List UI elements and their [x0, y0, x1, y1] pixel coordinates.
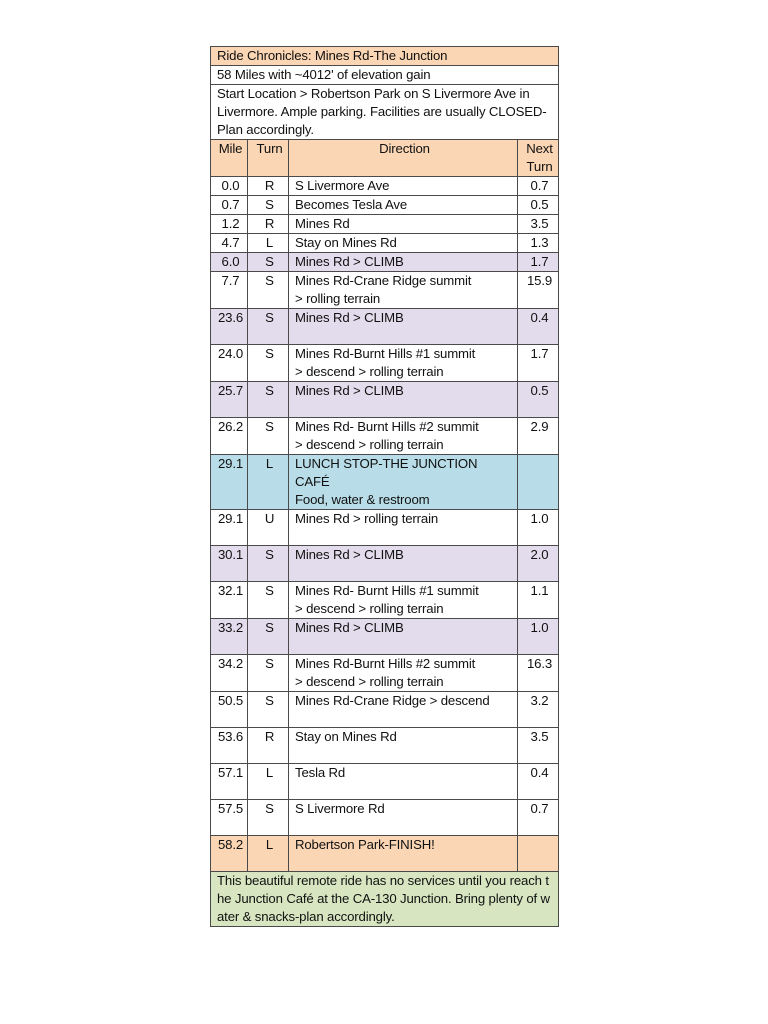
- cue-mile: 26.2: [211, 418, 248, 455]
- cue-direction: Mines Rd- Burnt Hills #1 summit > descend > rolling terrain: [289, 582, 518, 619]
- footer-row: [211, 872, 559, 927]
- cue-turn: L: [248, 455, 289, 510]
- cue-direction: S Livermore Rd: [289, 800, 518, 836]
- cue-turn: S: [248, 619, 289, 655]
- cue-direction: Mines Rd > CLIMB: [289, 619, 518, 655]
- cue-turn: L: [248, 234, 289, 253]
- cue-mile: 58.2: [211, 836, 248, 872]
- cue-direction: Tesla Rd: [289, 764, 518, 800]
- cue-next-turn: 1.0: [518, 619, 559, 655]
- cue-mile: 23.6: [211, 309, 248, 345]
- cue-next-turn: 1.0: [518, 510, 559, 546]
- header-mile: Mile: [211, 140, 248, 177]
- cue-row: [211, 345, 559, 382]
- cue-mile: 33.2: [211, 619, 248, 655]
- cue-direction: Mines Rd-Crane Ridge > descend: [289, 692, 518, 728]
- cue-direction: Stay on Mines Rd: [289, 234, 518, 253]
- cue-direction: LUNCH STOP-THE JUNCTION CAFÉ Food, water & restroom: [289, 455, 518, 510]
- cue-sheet-table: [210, 46, 559, 927]
- cue-turn: S: [248, 196, 289, 215]
- cue-direction: Stay on Mines Rd: [289, 728, 518, 764]
- start-location: Start Location > Robertson Park on S Livermore Ave in Livermore. Ample parking. Facilities are usually CLOSED-Plan accordingly.: [211, 85, 559, 140]
- cue-row: [211, 728, 559, 764]
- cue-mile: 25.7: [211, 382, 248, 418]
- cue-next-turn: 1.7: [518, 253, 559, 272]
- cue-next-turn: 2.9: [518, 418, 559, 455]
- cue-sheet: [210, 46, 558, 927]
- cue-direction: Mines Rd > CLIMB: [289, 309, 518, 345]
- cue-row: [211, 836, 559, 872]
- cue-mile: 1.2: [211, 215, 248, 234]
- cue-turn: L: [248, 764, 289, 800]
- cue-row: [211, 455, 559, 510]
- cue-turn: R: [248, 177, 289, 196]
- cue-mile: 29.1: [211, 455, 248, 510]
- cue-direction: Mines Rd > CLIMB: [289, 382, 518, 418]
- cue-row: [211, 234, 559, 253]
- cue-rows: [211, 177, 559, 872]
- cue-turn: S: [248, 546, 289, 582]
- cue-next-turn: 0.4: [518, 764, 559, 800]
- cue-next-turn: [518, 455, 559, 510]
- cue-next-turn: [518, 836, 559, 872]
- cue-direction: Mines Rd > CLIMB: [289, 546, 518, 582]
- cue-row: [211, 272, 559, 309]
- header-next-turn: Next Turn: [518, 140, 559, 177]
- cue-turn: R: [248, 728, 289, 764]
- cue-turn: S: [248, 253, 289, 272]
- cue-next-turn: 15.9: [518, 272, 559, 309]
- cue-next-turn: 1.1: [518, 582, 559, 619]
- cue-row: [211, 196, 559, 215]
- cue-turn: S: [248, 655, 289, 692]
- cue-mile: 0.7: [211, 196, 248, 215]
- cue-mile: 34.2: [211, 655, 248, 692]
- cue-direction: Mines Rd: [289, 215, 518, 234]
- cue-mile: 57.5: [211, 800, 248, 836]
- cue-mile: 30.1: [211, 546, 248, 582]
- cue-turn: L: [248, 836, 289, 872]
- cue-turn: S: [248, 582, 289, 619]
- header-row: [211, 140, 559, 177]
- cue-row: [211, 253, 559, 272]
- cue-row: [211, 619, 559, 655]
- title-row: [211, 47, 559, 66]
- cue-direction: Mines Rd > rolling terrain: [289, 510, 518, 546]
- cue-next-turn: 1.7: [518, 345, 559, 382]
- cue-next-turn: 3.5: [518, 215, 559, 234]
- cue-direction: Mines Rd-Burnt Hills #1 summit > descend > rolling terrain: [289, 345, 518, 382]
- cue-row: [211, 692, 559, 728]
- cue-row: [211, 215, 559, 234]
- cue-row: [211, 510, 559, 546]
- cue-turn: S: [248, 345, 289, 382]
- cue-direction: S Livermore Ave: [289, 177, 518, 196]
- cue-row: [211, 764, 559, 800]
- summary-row: [211, 66, 559, 85]
- cue-mile: 6.0: [211, 253, 248, 272]
- cue-mile: 53.6: [211, 728, 248, 764]
- cue-direction: Robertson Park-FINISH!: [289, 836, 518, 872]
- cue-next-turn: 16.3: [518, 655, 559, 692]
- cue-mile: 29.1: [211, 510, 248, 546]
- cue-row: [211, 582, 559, 619]
- cue-next-turn: 1.3: [518, 234, 559, 253]
- header-turn: Turn: [248, 140, 289, 177]
- cue-next-turn: 3.5: [518, 728, 559, 764]
- cue-row: [211, 546, 559, 582]
- cue-next-turn: 0.4: [518, 309, 559, 345]
- cue-direction: Mines Rd-Crane Ridge summit > rolling terrain: [289, 272, 518, 309]
- cue-mile: 4.7: [211, 234, 248, 253]
- cue-turn: U: [248, 510, 289, 546]
- cue-row: [211, 309, 559, 345]
- cue-direction: Mines Rd > CLIMB: [289, 253, 518, 272]
- cue-mile: 7.7: [211, 272, 248, 309]
- cue-row: [211, 800, 559, 836]
- cue-mile: 50.5: [211, 692, 248, 728]
- cue-turn: S: [248, 272, 289, 309]
- ride-summary: 58 Miles with ~4012' of elevation gain: [211, 66, 559, 85]
- cue-row: [211, 655, 559, 692]
- header-direction: Direction: [289, 140, 518, 177]
- start-location-row: [211, 85, 559, 140]
- cue-next-turn: 3.2: [518, 692, 559, 728]
- cue-row: [211, 177, 559, 196]
- cue-row: [211, 382, 559, 418]
- cue-mile: 32.1: [211, 582, 248, 619]
- cue-turn: S: [248, 800, 289, 836]
- cue-turn: S: [248, 418, 289, 455]
- cue-turn: S: [248, 309, 289, 345]
- ride-title: Ride Chronicles: Mines Rd-The Junction: [211, 47, 559, 66]
- cue-next-turn: 0.7: [518, 800, 559, 836]
- cue-mile: 0.0: [211, 177, 248, 196]
- cue-direction: Mines Rd-Burnt Hills #2 summit > descend > rolling terrain: [289, 655, 518, 692]
- cue-turn: S: [248, 382, 289, 418]
- cue-next-turn: 0.7: [518, 177, 559, 196]
- cue-direction: Becomes Tesla Ave: [289, 196, 518, 215]
- cue-mile: 24.0: [211, 345, 248, 382]
- cue-mile: 57.1: [211, 764, 248, 800]
- cue-next-turn: 0.5: [518, 196, 559, 215]
- cue-direction: Mines Rd- Burnt Hills #2 summit > descend > rolling terrain: [289, 418, 518, 455]
- cue-turn: S: [248, 692, 289, 728]
- cue-next-turn: 0.5: [518, 382, 559, 418]
- footer-note: This beautiful remote ride has no services until you reach the Junction Café at the CA-130 Junction. Bring plenty of water & snacks-plan accordingly.: [211, 872, 559, 927]
- cue-row: [211, 418, 559, 455]
- cue-next-turn: 2.0: [518, 546, 559, 582]
- cue-turn: R: [248, 215, 289, 234]
